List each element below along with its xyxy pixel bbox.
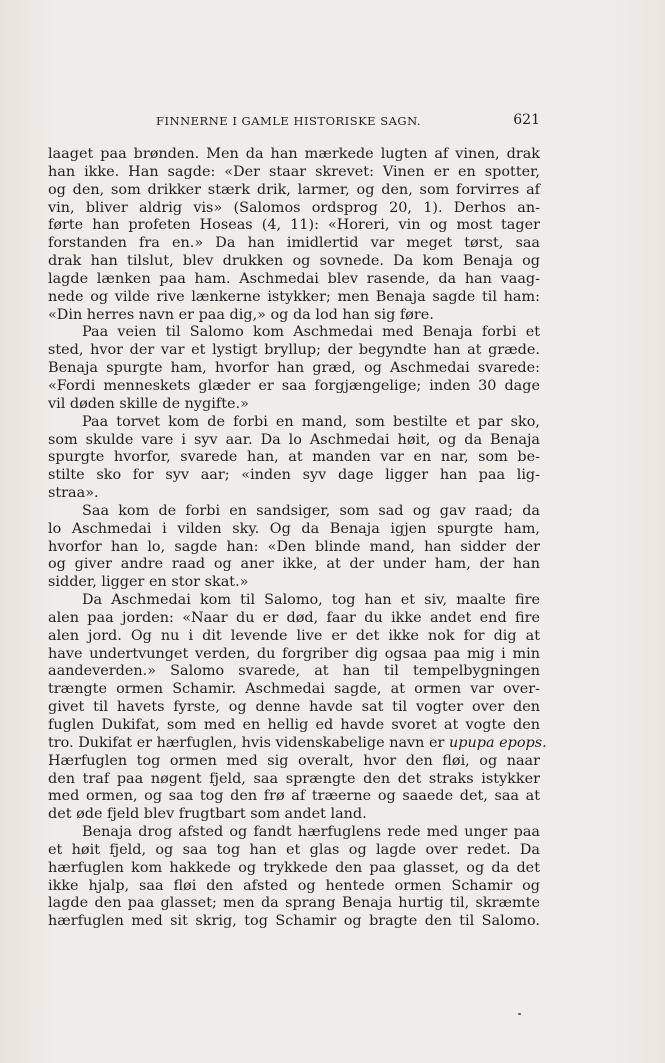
text-line: og giver andre raad og aner ikke, at der under ham, der han (48, 556, 540, 573)
text-line: lagde den paa glasset; men da sprang Benaja hurtig til, skræmte (48, 895, 540, 912)
page-number: 621 (513, 112, 540, 128)
scientific-name: upupa epops. (449, 734, 547, 751)
text-line: givet til havets fyrste, og denne havde sat til vogter over den (48, 699, 540, 716)
text-line: laaget paa brønden. Men da han mærkede lugten af vinen, drak (48, 146, 540, 162)
text-line: Benaja spurgte ham, hvorfor han græd, og Aschmedai svarede: (48, 360, 540, 377)
ink-speck (518, 1013, 521, 1015)
text-line: som skulde vare i syv aar. Da lo Aschmedai høit, og da Benaja (48, 431, 540, 448)
text-line: et høit fjeld, og saa tog han et glas og lagde over redet. Da (48, 841, 540, 858)
text-line: det øde fjeld blev frugtbart som andet land. (48, 806, 367, 823)
text-line: spurgte hvorfor, svarede han, at manden var en nar, som be- (48, 449, 540, 466)
text-line: hærfuglen med sit skrig, tog Schamir og bragte den til Salomo. (48, 913, 540, 930)
running-title: FINNERNE I GAMLE HISTORISKE SAGN. (156, 114, 422, 128)
text-line: «Fordi menneskets glæder er saa forgjængelige; inden 30 dage (48, 377, 540, 394)
text-line: have undertvunget verden, du forgriber dig ogsaa paa mig i min (48, 645, 540, 662)
text-line: «Din herres navn er paa dig,» og da lod han sig føre. (48, 306, 434, 323)
text-line: ikke hjalp, saa fløi den afsted og hentede ormen Schamir og (48, 877, 540, 894)
text-line: alen paa jorden: «Naar du er død, faar du ikke andet end fire (48, 609, 540, 626)
text-line: og den, som drikker stærk drik, larmer, og den, som forvirres af (48, 181, 540, 198)
text-line: lagde lænken paa ham. Aschmedai blev rasende, da han vaag- (48, 270, 540, 287)
text-line: Paa veien til Salomo kom Aschmedai med Benaja forbi et (82, 324, 540, 341)
text-line: Saa kom de forbi en sandsiger, som sad og gav raad; da (82, 502, 540, 519)
text-line: Paa torvet kom de forbi en mand, som bestilte et par sko, (82, 413, 540, 430)
text-line: forstanden fra en.» Da han imidlertid var meget tørst, saa (48, 235, 540, 252)
text-line: førte han profeten Hoseas (4, 11): «Horeri, vin og most tager (48, 217, 540, 234)
text-line: aandeverden.» Salomo svarede, at han til tempelbygningen (48, 663, 540, 680)
text-line: sted, hvor der var et lystigt bryllup; der begyndte han at græde. (48, 342, 540, 359)
text-line: Benaja drog afsted og fandt hærfuglens rede med unger paa (82, 824, 540, 841)
text-line-with-italic (48, 734, 547, 753)
text-line: han ikke. Han sagde: «Der staar skrevet: Vinen er en spotter, (48, 163, 540, 180)
text-line: Da Aschmedai kom til Salomo, tog han et siv, maalte fire (82, 592, 540, 609)
text-line: Hærfuglen tog ormen med sig overalt, hvor den fløi, og naar (48, 752, 540, 769)
text-line: alen jord. Og nu i dit levende live er det ikke nok for dig at (48, 627, 540, 644)
text-line: den traf paa nøgent fjeld, saa sprængte den det straks istykker (48, 770, 540, 787)
text-line: lo Aschmedai i vilden sky. Og da Benaja igjen spurgte ham, (48, 520, 540, 537)
text-line: nede og vilde rive lænkerne istykker; men Benaja sagde til ham: (48, 288, 540, 305)
text-line: stilte sko for syv aar; «inden syv dage ligger han paa lig- (48, 467, 540, 484)
running-head (48, 112, 540, 130)
text-line: trængte ormen Schamir. Aschmedai sagde, at ormen var over- (48, 681, 540, 698)
text-line: drak han tilslut, blev drukken og sovnede. Da kom Benaja og (48, 253, 540, 270)
body-text (48, 146, 547, 931)
text-line: hvorfor han lo, sagde han: «Den blinde mand, han sidder der (48, 538, 540, 555)
text-line: hærfuglen kom hakkede og trykkede den paa glasset, og da det (48, 859, 540, 876)
text-line: fuglen Dukifat, som med en hellig ed havde svoret at vogte den (48, 717, 540, 733)
text-line: straa». (48, 485, 99, 502)
text-line: vin, bliver aldrig vis» (Salomos ordsprog 20, 1). Derhos an- (48, 199, 540, 216)
text-line: vil døden skille de nygifte.» (48, 395, 249, 412)
text-line: med ormen, og saa tog den frø af træerne og saaede det, saa at (48, 788, 540, 805)
text-segment: tro. Dukifat er hærfuglen, hvis videnskabelige navn er (48, 734, 445, 751)
text-line: sidder, ligger en stor skat.» (48, 574, 249, 591)
